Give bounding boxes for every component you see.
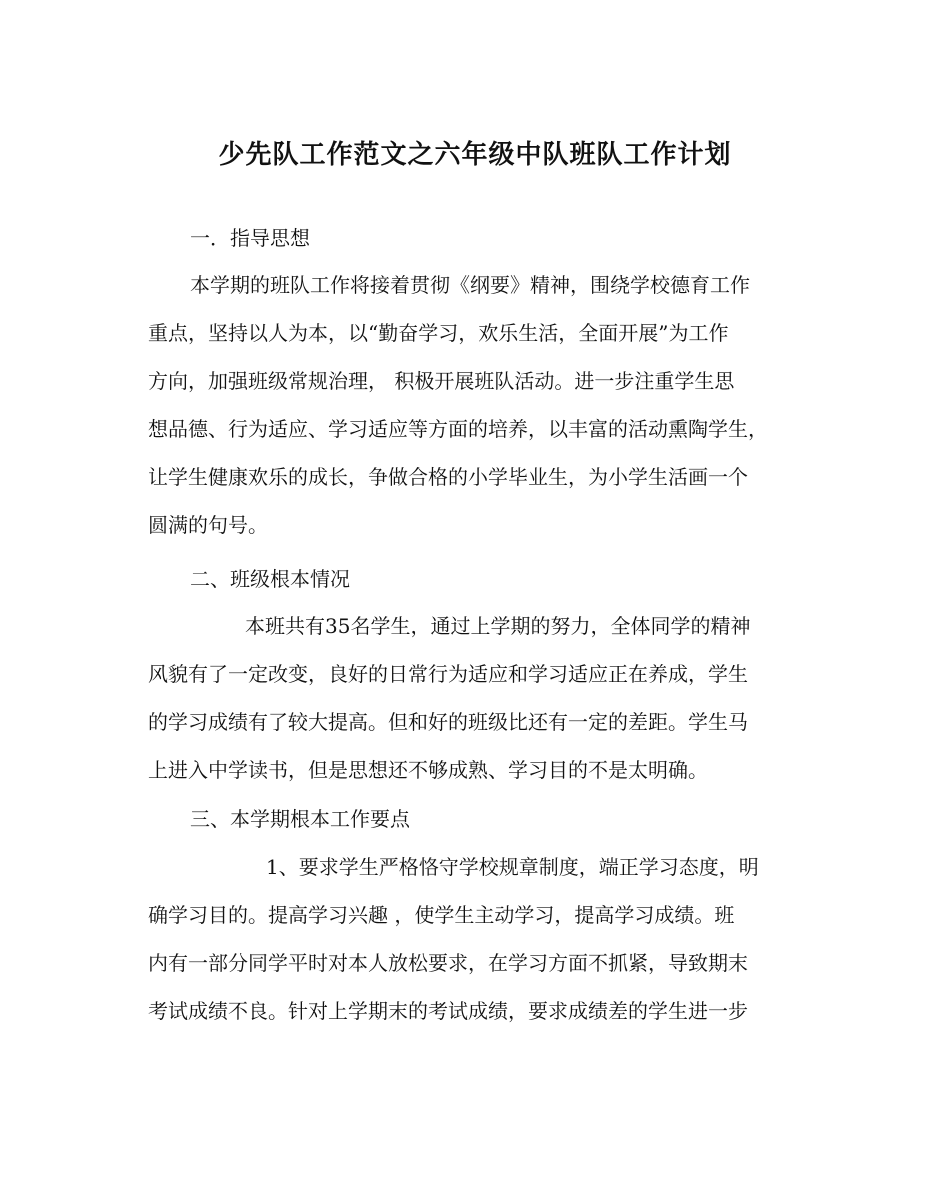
paragraph-line: 想品德、行为适应、学习适应等方面的培养，以丰富的活动熏陶学生， <box>148 417 768 441</box>
paragraph-line: 的学习成绩有了较大提高。但和好的班级比还有一定的差距。学生马 <box>148 710 748 734</box>
paragraph-line: 1、要求学生严格恪守学校规章制度，端正学习态度，明 <box>266 855 759 879</box>
paragraph-line: 确学习目的。提高学习兴趣 ，使学生主动学习，提高学习成绩。班 <box>148 903 735 927</box>
heading-work-points: 三、本学期根本工作要点 <box>190 807 410 831</box>
paragraph-line: 重点，坚持以人为本，以“勤奋学习，欢乐生活，全面开展”为工作 <box>148 321 729 345</box>
paragraph-line: 考试成绩不良。针对上学期末的考试成绩，要求成绩差的学生进一步 <box>148 999 748 1023</box>
paragraph-line: 内有一部分同学平时对本人放松要求，在学习方面不抓紧，导致期末 <box>148 951 748 975</box>
heading-guiding-thought: 一．指导思想 <box>190 226 310 250</box>
heading-class-situation: 二、班级根本情况 <box>190 567 350 591</box>
paragraph-line: 让学生健康欢乐的成长，争做合格的小学毕业生，为小学生活画一个 <box>148 465 748 489</box>
paragraph-line: 本班共有35名学生，通过上学期的努力，全体同学的精神 <box>245 614 751 638</box>
paragraph-line: 方向，加强班级常规治理， 积极开展班队活动。进一步注重学生思 <box>148 369 735 393</box>
paragraph-line: 风貌有了一定改变，良好的日常行为适应和学习适应正在养成，学生 <box>148 662 748 686</box>
document-title: 少先队工作范文之六年级中队班队工作计划 <box>218 140 732 170</box>
paragraph-line: 圆满的句号。 <box>148 513 268 537</box>
paragraph-line: 上进入中学读书，但是思想还不够成熟、学习目的不是太明确。 <box>148 758 708 782</box>
paragraph-line: 本学期的班队工作将接着贯彻《纲要》精神，围绕学校德育工作 <box>190 273 750 297</box>
